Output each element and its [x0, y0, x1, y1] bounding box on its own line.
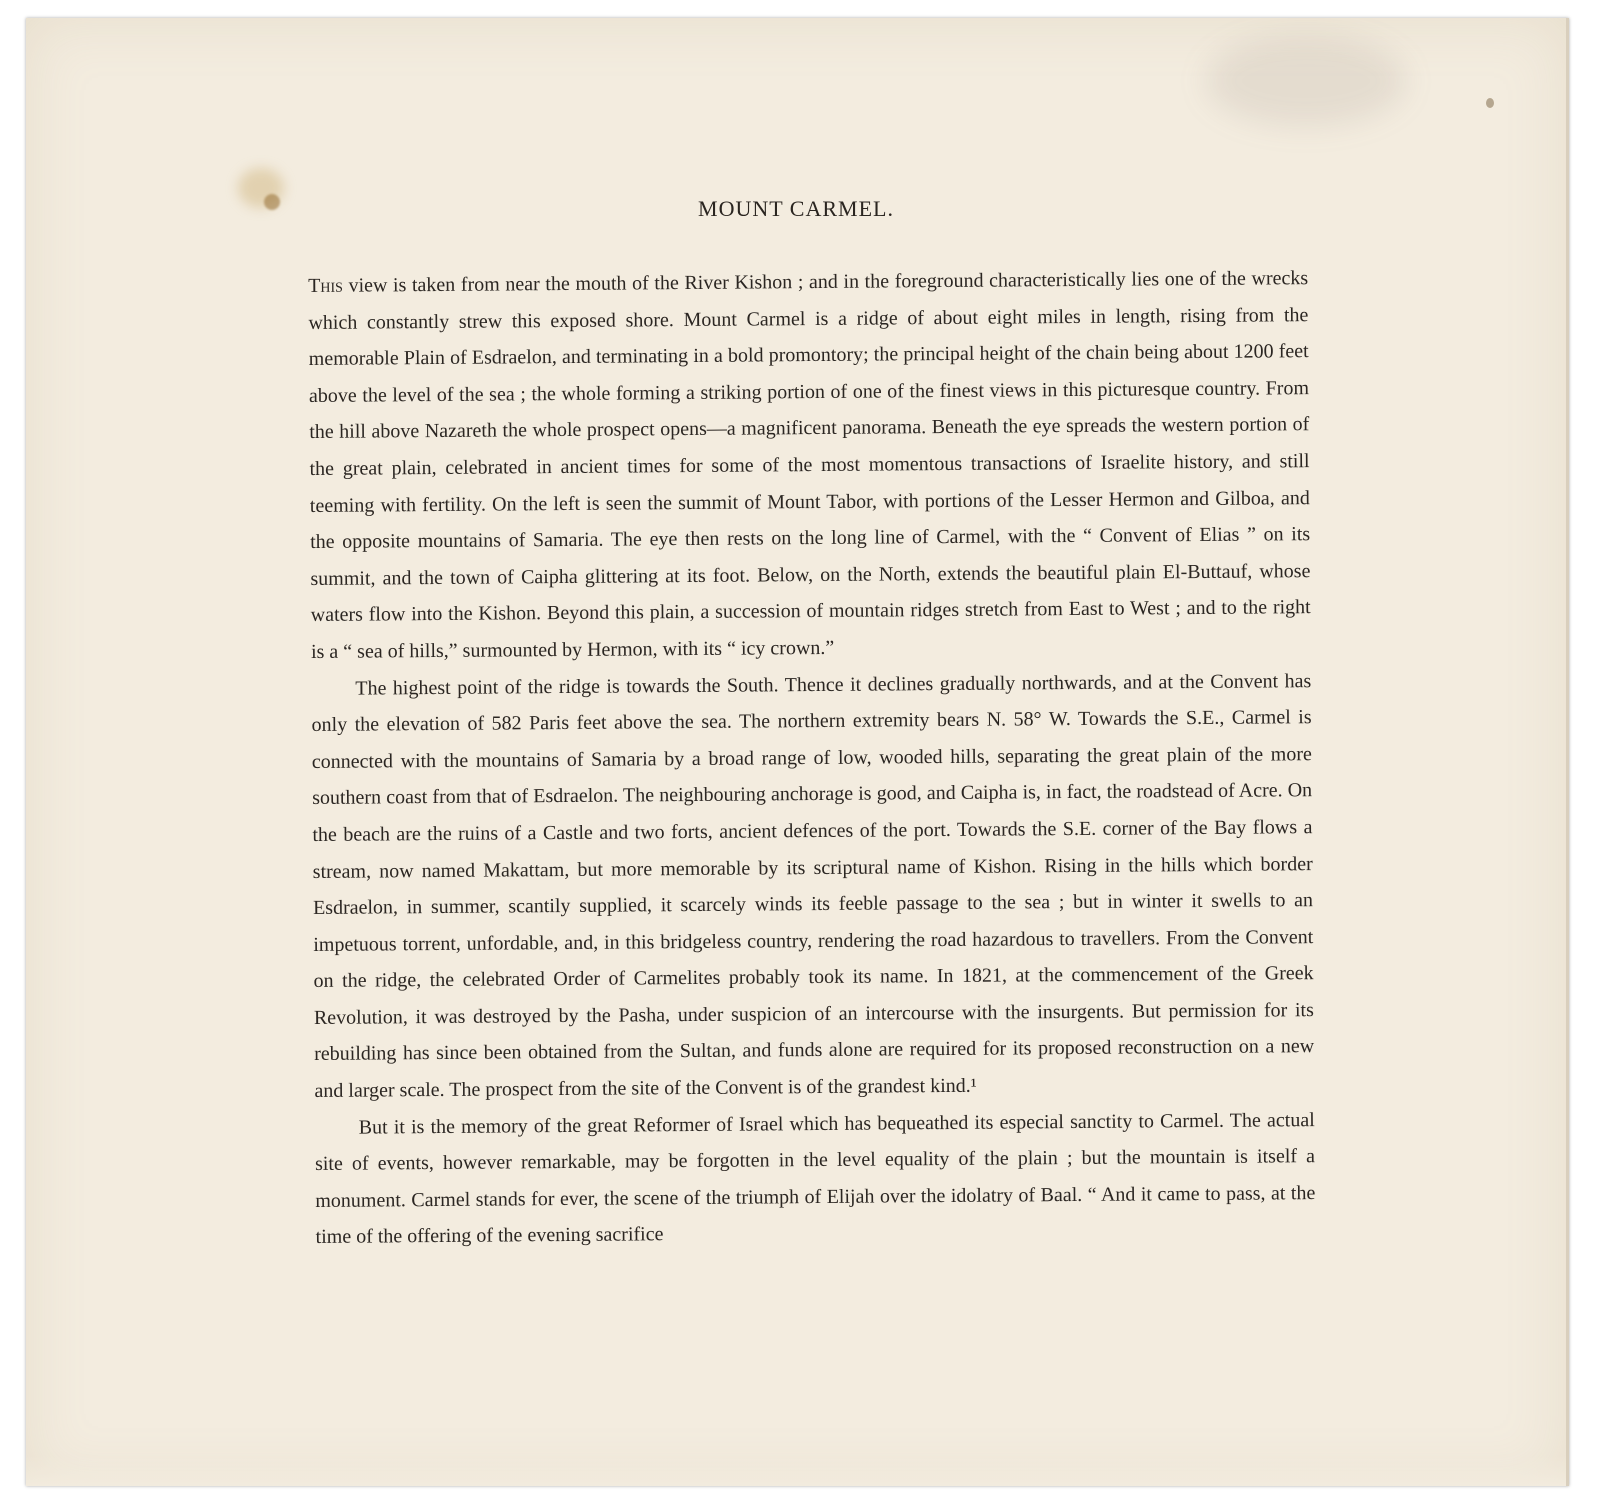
- page-title: MOUNT CARMEL.: [698, 196, 894, 221]
- paragraph-3: [315, 1102, 1316, 1256]
- foxing-stain: [1486, 98, 1494, 108]
- document-page: [26, 18, 1569, 1486]
- page-bottom-edge: [26, 1456, 1566, 1486]
- paragraph-text: The highest point of the ridge is towards the South. Thence it declines gradually northwards, and at the Convent has only the elevation of 582 Paris feet above the sea. The northern extremity bears N. 58° W. Towards the S.E., Carmel is connected with the mountains of Samaria by a broad range of low, wooded hills, separating the great plain of the more southern coast from that of Esdraelon. The neighbouring anchorage is good, and Caipha is, in fact, the roadstead of Acre. On the beach are the ruins of a Castle and two forts, ancient defences of the port. Towards the S.E. corner of the Bay flows a stream, now named Makattam, but more memorable by its scriptural name of Kishon. Rising in the hills which border Esdraelon, in summer, scantily supplied, it scarcely winds its feeble passage to the sea ; but in winter it swells to an impetuous torrent, unfordable, and, in this bridgeless country, rendering the road hazardous to travellers. From the Convent on the ridge, the celebrated Order of Carmelites probably took its name. In 1821, at the commencement of the Greek Revolution, it was destroyed by the Pasha, under suspicion of an intercourse with the insurgents. But permission for its rebuilding has since been obtained from the Sultan, and funds alone are required for its proposed reconstruction on a new and larger scale. The prospect from the site of the Convent is of the grandest kind.¹: [311, 669, 1315, 1103]
- paragraph-lead: This: [308, 274, 344, 297]
- foxing-stain: [1206, 36, 1406, 126]
- paragraph-2: [311, 663, 1314, 1110]
- paragraph-text: view is taken from near the mouth of the River Kishon ; and in the foreground characteristically lies one of the wrecks which constantly strew this exposed shore. Mount Carmel is a ridge of about eight miles in length, rising from the memorable Plain of Esdraelon, and terminating in a bold promontory; the principal height of the chain being about 1200 feet above the level of the sea ; the whole forming a striking portion of one of the finest views in this picturesque country. From the hill above Nazareth the whole prospect opens—a magnificent panorama. Beneath the eye spreads the western portion of the great plain, celebrated in ancient times for some of the most momentous transactions of Israelite history, and still teeming with fertility. On the left is seen the summit of Mount Tabor, with portions of the Lesser Hermon and Gilboa, and the opposite mountains of Samaria. The eye then rests on the long line of Carmel, with the “ Convent of Elias ” on its summit, and the town of Caipha glittering at its foot. Below, on the North, extends the beautiful plain El-Buttauf, whose waters flow into the Kishon. Beyond this plain, a succession of mountain ridges stretch from East to West ; and to the right is a “ sea of hills,” surmounted by Hermon, with its “ icy crown.”: [308, 267, 1311, 663]
- paragraph-1: [308, 260, 1311, 670]
- paragraph-text: But it is the memory of the great Reformer of Israel which has bequeathed its especial sanctity to Carmel. The actual site of events, however remarkable, may be forgotten in the level equality of the plain ; but the mountain is itself a monument. Carmel stands for ever, the scene of the triumph of Elijah over the idolatry of Baal. “ And it came to pass, at the time of the offering of the evening sacrifice: [314, 1108, 1316, 1249]
- body-text: [308, 260, 1316, 1256]
